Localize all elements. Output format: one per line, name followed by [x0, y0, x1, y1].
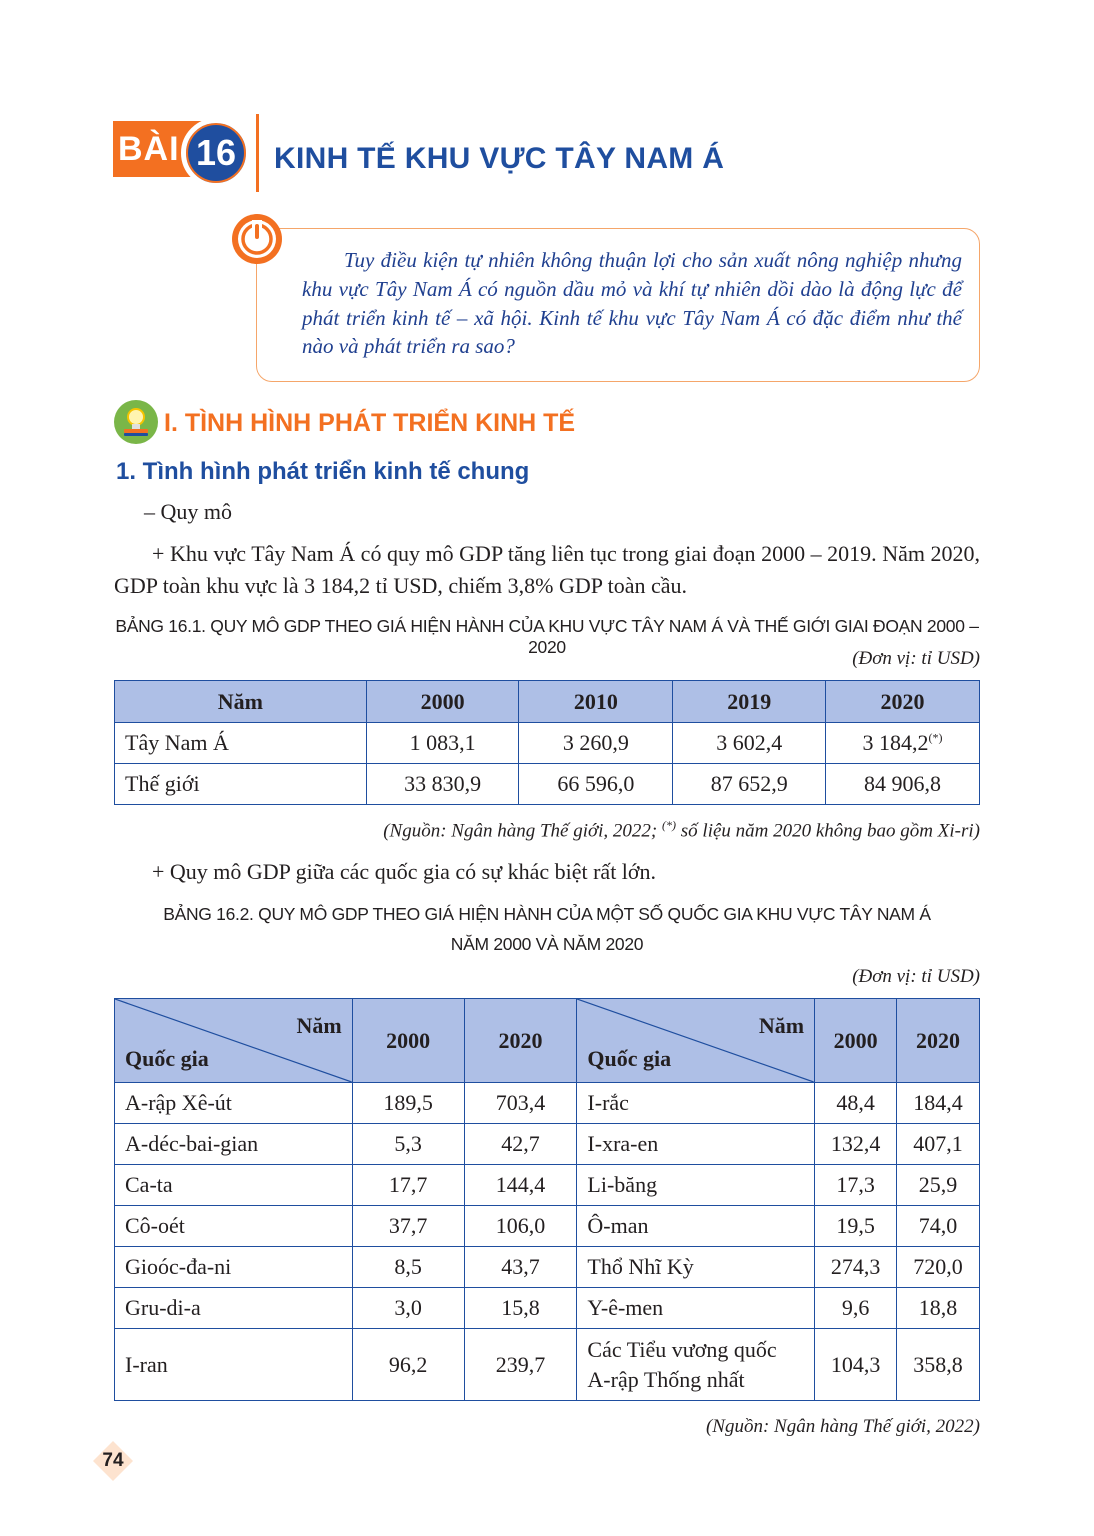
table-cell: 144,4: [464, 1165, 577, 1206]
page-number: 74: [102, 1450, 124, 1471]
table-cell: 43,7: [464, 1247, 577, 1288]
header-country: Quốc gia: [587, 1046, 672, 1071]
header-cell: 2010: [519, 681, 673, 723]
table-cell: 132,4: [815, 1124, 897, 1165]
lightbulb-icon: [114, 400, 158, 444]
table2-caption-line1: BẢNG 16.2. QUY MÔ GDP THEO GIÁ HIỆN HÀNH CỦA MỘT SỐ QUỐC GIA KHU VỰC TÂY NAM Á: [163, 904, 931, 924]
source-note: số liệu năm 2020 không bao gồm Xi-ri): [676, 820, 980, 842]
table-cell: 239,7: [464, 1329, 577, 1401]
table2-caption-line2: NĂM 2000 VÀ NĂM 2020: [450, 934, 644, 954]
table-cell: 48,4: [815, 1083, 897, 1124]
table-cell: 407,1: [897, 1124, 980, 1165]
table-cell: 33 830,9: [366, 764, 519, 805]
header-cell: Năm: [115, 681, 367, 723]
table-cell: 189,5: [352, 1083, 464, 1124]
table-cell: 184,4: [897, 1083, 980, 1124]
country-cell: Gru-di-a: [115, 1288, 353, 1329]
diagonal-header-cell: [577, 999, 815, 1083]
lesson-word: BÀI: [118, 130, 180, 168]
table-row: [115, 1124, 980, 1165]
header-year: Năm: [758, 1013, 805, 1038]
table-cell: 17,7: [352, 1165, 464, 1206]
power-icon: [232, 214, 282, 264]
country-line: Các Tiểu vương quốc: [587, 1336, 777, 1362]
country-cell: I-rắc: [577, 1083, 815, 1124]
table-cell: 703,4: [464, 1083, 577, 1124]
paragraph-difference: + Quy mô GDP giữa các quốc gia có sự khác biệt rất lớn.: [152, 859, 657, 884]
country-cell: Li-băng: [577, 1165, 815, 1206]
table-cell: 358,8: [897, 1329, 980, 1401]
table-cell-value: 3 184,2: [862, 730, 929, 755]
country-cell: I-xra-en: [577, 1124, 815, 1165]
country-cell: Thổ Nhĩ Kỳ: [577, 1247, 815, 1288]
table-cell: 9,6: [815, 1288, 897, 1329]
table-row: [115, 1329, 980, 1401]
table2-unit: (Đơn vị: tỉ USD): [852, 966, 980, 987]
table-cell: 87 652,9: [673, 764, 826, 805]
row-label: Thế giới: [115, 764, 367, 805]
country-cell: Gioóc-đa-ni: [115, 1247, 353, 1288]
table-cell: [826, 723, 980, 764]
table-row: [115, 764, 980, 805]
table1-unit: (Đơn vị: tỉ USD): [852, 648, 980, 669]
table-cell: 3 602,4: [673, 723, 826, 764]
country-cell: Ô-man: [577, 1206, 815, 1247]
table-cell: 274,3: [815, 1247, 897, 1288]
table-16-1: [114, 680, 980, 805]
country-cell: Ca-ta: [115, 1165, 353, 1206]
header-cell: 2020: [464, 999, 577, 1083]
table-header-row: [115, 999, 980, 1083]
header-cell: 2000: [352, 999, 464, 1083]
country-line: A-rập Thống nhất: [587, 1366, 745, 1392]
table-cell: 106,0: [464, 1206, 577, 1247]
subsection-title: 1. Tình hình phát triển kinh tế chung: [116, 458, 530, 485]
country-cell: [577, 1329, 815, 1401]
table-cell: 25,9: [897, 1165, 980, 1206]
country-cell: I-ran: [115, 1329, 353, 1401]
header-cell: 2020: [897, 999, 980, 1083]
table-cell: 3,0: [352, 1288, 464, 1329]
intro-text: Tuy điều kiện tự nhiên không thuận lợi cho sản xuất nông nghiệp nhưng khu vực Tây Nam Á có nguồn dầu mỏ và khí tự nhiên dồi dào là động lực để phát triển kinh tế – xã hội. Kinh tế khu vực Tây Nam Á có đặc điểm như thế nào và phát triển ra sao?: [302, 248, 962, 359]
header-divider: [256, 114, 259, 192]
table-row: [115, 1083, 980, 1124]
header-cell: 2019: [673, 681, 826, 723]
table1-caption: BẢNG 16.1. QUY MÔ GDP THEO GIÁ HIỆN HÀNH CỦA KHU VỰC TÂY NAM Á VÀ THẾ GIỚI GIAI ĐOẠN 2000 – 2020: [115, 616, 979, 657]
country-cell: Cô-oét: [115, 1206, 353, 1247]
source-text: (Nguồn: Ngân hàng Thế giới, 2022;: [383, 820, 663, 842]
table-cell: 84 906,8: [826, 764, 980, 805]
table-cell: 66 596,0: [519, 764, 673, 805]
table2-source: (Nguồn: Ngân hàng Thế giới, 2022): [705, 1416, 980, 1437]
table-16-2: [114, 998, 980, 1401]
table-header-row: [115, 681, 980, 723]
table-row: [115, 723, 980, 764]
table-cell: 19,5: [815, 1206, 897, 1247]
lesson-title: KINH TẾ KHU VỰC TÂY NAM Á: [274, 142, 725, 175]
table-row: [115, 1165, 980, 1206]
table-cell: 104,3: [815, 1329, 897, 1401]
row-label: Tây Nam Á: [115, 723, 367, 764]
header-year: Năm: [296, 1013, 342, 1038]
diagonal-header-cell: [115, 999, 353, 1083]
table-cell: 720,0: [897, 1247, 980, 1288]
table-cell: 42,7: [464, 1124, 577, 1165]
header-cell: 2000: [366, 681, 519, 723]
lesson-number: 16: [195, 132, 237, 173]
table-cell: 5,3: [352, 1124, 464, 1165]
paragraph-gdp: + Khu vực Tây Nam Á có quy mô GDP tăng liên tục trong giai đoạn 2000 – 2019. Năm 2020, GDP toàn khu vực là 3 184,2 tỉ USD, chiếm 3,8% GDP toàn cầu.: [114, 541, 980, 598]
table-cell: 15,8: [464, 1288, 577, 1329]
country-cell: A-déc-bai-gian: [115, 1124, 353, 1165]
table-row: [115, 1288, 980, 1329]
table-cell: 17,3: [815, 1165, 897, 1206]
country-cell: A-rập Xê-út: [115, 1083, 353, 1124]
table-cell: 37,7: [352, 1206, 464, 1247]
table1-source: [383, 818, 980, 842]
table-cell: 8,5: [352, 1247, 464, 1288]
table-cell: 74,0: [897, 1206, 980, 1247]
section-title: I. TÌNH HÌNH PHÁT TRIỂN KINH TẾ: [164, 409, 576, 437]
footnote-mark: (*): [662, 818, 677, 832]
table-cell: 1 083,1: [366, 723, 519, 764]
table-row: [115, 1206, 980, 1247]
table-row: [115, 1247, 980, 1288]
country-cell: Y-ê-men: [577, 1288, 815, 1329]
table-cell: 96,2: [352, 1329, 464, 1401]
paragraph-scale: – Quy mô: [144, 499, 232, 524]
footnote-mark: (*): [928, 730, 943, 745]
table-cell: 3 260,9: [519, 723, 673, 764]
header-country: Quốc gia: [125, 1046, 209, 1071]
header-cell: 2000: [815, 999, 897, 1083]
header-cell: 2020: [826, 681, 980, 723]
table-cell: 18,8: [897, 1288, 980, 1329]
